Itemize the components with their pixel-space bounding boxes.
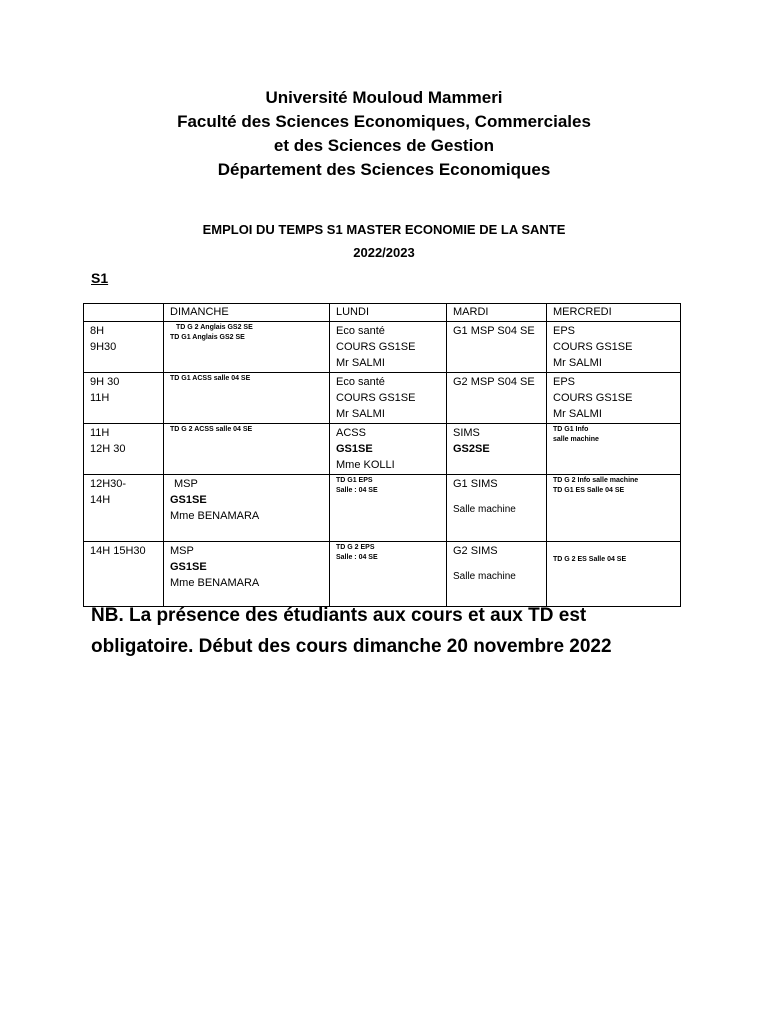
dimanche-cell	[164, 424, 330, 475]
cell-line: G1 MSP S04 SE	[453, 325, 535, 337]
cell-line: Eco santé	[336, 376, 385, 388]
note-line: obligatoire. Début des cours dimanche 20 novembre 2022	[91, 636, 612, 657]
cell-line: TD G 2 Anglais GS2 SE	[176, 324, 253, 331]
mardi-cell	[447, 424, 547, 475]
cell-line: TD G 2 EPS	[336, 544, 375, 551]
dimanche-cell	[164, 322, 330, 373]
cell-line: TD G 2 Info salle machine	[553, 477, 639, 484]
schedule-title	[0, 218, 768, 264]
mercredi-cell	[547, 542, 681, 607]
time-start: 12H30-	[90, 478, 127, 490]
cell-line: TD G1 Info	[553, 426, 589, 433]
time-cell	[84, 475, 164, 542]
cell-line: Mr SALMI	[553, 408, 602, 420]
cell-line: MSP	[174, 478, 198, 490]
cell-line: COURS GS1SE	[553, 392, 633, 404]
header-time	[84, 304, 164, 322]
cell-line: MSP	[170, 545, 194, 557]
time-cell	[84, 542, 164, 607]
time-start: 9H 30	[90, 376, 120, 388]
cell-line: salle machine	[553, 436, 599, 443]
cell-line: TD G1 ES Salle 04 SE	[553, 487, 625, 494]
note-line: NB. La présence des étudiants aux cours et aux TD est	[91, 605, 587, 626]
time-end: 12H 30	[90, 443, 126, 455]
mardi-cell	[447, 475, 547, 542]
mercredi-cell	[547, 424, 681, 475]
table-row	[84, 475, 681, 542]
time-end: 11H	[90, 392, 110, 404]
mardi-cell	[447, 542, 547, 607]
time-end: 14H	[90, 494, 111, 506]
academic-year: 2022/2023	[353, 245, 415, 260]
mercredi-cell	[547, 322, 681, 373]
cell-line: GS1SE	[170, 561, 207, 573]
cell-line: Salle machine	[453, 571, 516, 582]
schedule-title-line: EMPLOI DU TEMPS S1 MASTER ECONOMIE DE LA SANTE	[202, 222, 566, 237]
timetable-header-row	[84, 304, 681, 322]
semester-label: S1	[91, 270, 109, 286]
cell-line: ACSS	[336, 427, 366, 439]
lundi-cell	[330, 475, 447, 542]
faculty-name-continued: et des Sciences de Gestion	[273, 136, 495, 155]
header-mardi: MARDI	[447, 304, 547, 322]
dimanche-cell	[164, 542, 330, 607]
time-cell	[84, 373, 164, 424]
mercredi-cell	[547, 373, 681, 424]
cell-line: G1 SIMS	[453, 478, 498, 490]
cell-line: Eco santé	[336, 325, 385, 337]
cell-line: Mme BENAMARA	[170, 577, 260, 589]
lundi-cell	[330, 322, 447, 373]
header-dimanche: DIMANCHE	[164, 304, 330, 322]
cell-line: Mme KOLLI	[336, 459, 395, 471]
lundi-cell	[330, 424, 447, 475]
time-cell	[84, 322, 164, 373]
faculty-name: Faculté des Sciences Economiques, Commerciales	[177, 112, 591, 131]
cell-line: SIMS	[453, 427, 480, 439]
attendance-note	[91, 600, 731, 662]
university-name: Université Mouloud Mammeri	[265, 88, 503, 107]
dimanche-cell	[164, 475, 330, 542]
header-lundi: LUNDI	[330, 304, 447, 322]
cell-line: COURS GS1SE	[336, 392, 416, 404]
cell-line: COURS GS1SE	[553, 341, 633, 353]
table-row	[84, 373, 681, 424]
time-end: 9H30	[90, 341, 117, 353]
cell-line: TD G1 Anglais GS2 SE	[170, 334, 245, 341]
university-header	[0, 86, 768, 182]
lundi-cell	[330, 542, 447, 607]
mardi-cell	[447, 322, 547, 373]
timetable	[83, 303, 681, 607]
cell-line: G2 SIMS	[453, 545, 498, 557]
time-start: 11H	[90, 427, 110, 439]
cell-line: TD G 2 ACSS salle 04 SE	[170, 426, 253, 433]
table-row	[84, 424, 681, 475]
lundi-cell	[330, 373, 447, 424]
time-start: 8H	[90, 325, 105, 337]
cell-line: Mr SALMI	[553, 357, 602, 369]
mercredi-cell	[547, 475, 681, 542]
department-name: Département des Sciences Economiques	[217, 160, 551, 179]
cell-line: COURS GS1SE	[336, 341, 416, 353]
cell-line: G2 MSP S04 SE	[453, 376, 535, 388]
cell-line: TD G 2 ES Salle 04 SE	[553, 556, 627, 563]
table-row	[84, 542, 681, 607]
cell-line: Mr SALMI	[336, 408, 385, 420]
cell-line: EPS	[553, 376, 576, 388]
cell-line: Salle machine	[453, 504, 516, 515]
mardi-cell	[447, 373, 547, 424]
cell-line: GS1SE	[336, 443, 373, 455]
header-mercredi: MERCREDI	[547, 304, 681, 322]
cell-line: TD G1 EPS	[336, 477, 373, 484]
cell-line: GS2SE	[453, 443, 490, 455]
dimanche-cell	[164, 373, 330, 424]
cell-line: EPS	[553, 325, 576, 337]
cell-line: Salle : 04 SE	[336, 554, 378, 561]
cell-line: Salle : 04 SE	[336, 487, 378, 494]
cell-line: Mme BENAMARA	[170, 510, 260, 522]
table-row	[84, 322, 681, 373]
cell-line: GS1SE	[170, 494, 207, 506]
cell-line: TD G1 ACSS salle 04 SE	[170, 375, 251, 382]
time-cell	[84, 424, 164, 475]
cell-line: Mr SALMI	[336, 357, 385, 369]
time-start: 14H 15H30	[90, 545, 146, 557]
